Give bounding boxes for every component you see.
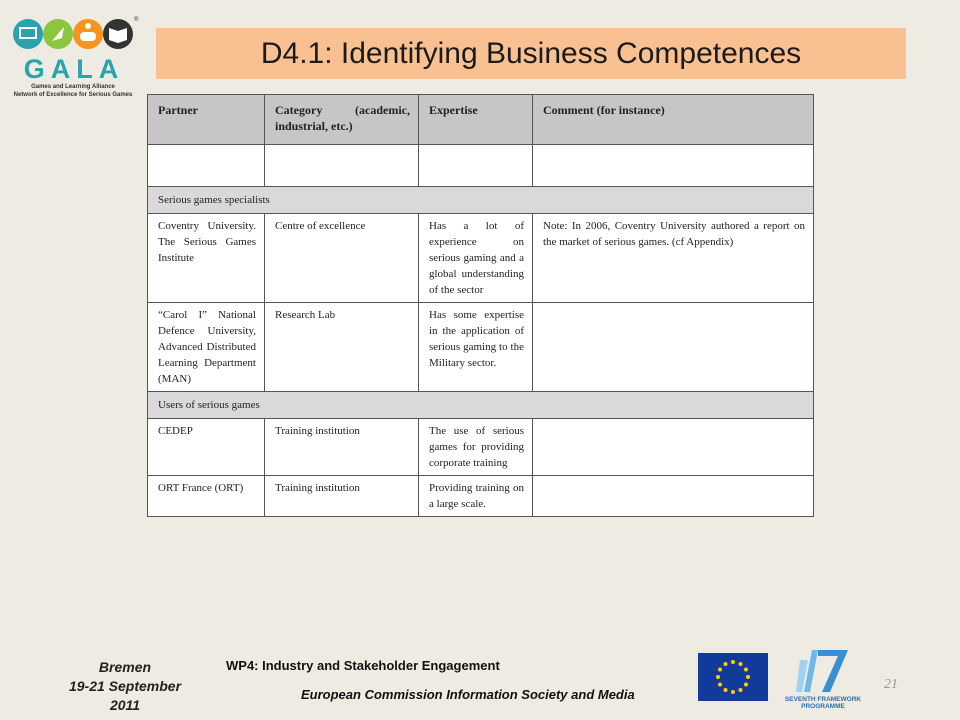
eu-star-icon	[731, 690, 735, 694]
column-header: Expertise	[419, 95, 533, 145]
gala-subtagline: Network of Excellence for Serious Games	[13, 92, 133, 98]
cell-expertise: Has a lot of experience on serious gaming and a global understanding of the sector	[419, 214, 533, 303]
section-label: Serious games specialists	[148, 187, 814, 214]
event-year: 2011	[109, 697, 141, 713]
column-header: Partner	[148, 95, 265, 145]
eu-star-icon	[724, 662, 728, 666]
cell-category: Training institution	[265, 419, 419, 476]
cell-category: Research Lab	[265, 303, 419, 392]
eu-flag-icon	[698, 653, 768, 701]
table-row	[148, 214, 814, 303]
eu-star-icon	[731, 660, 735, 664]
eu-star-icon	[744, 668, 748, 672]
page-number: 21	[884, 677, 898, 692]
work-package-label: WP4: Industry and Stakeholder Engagement	[226, 658, 500, 673]
cell-comment	[533, 419, 814, 476]
cell-partner: “Carol I” National Defence University, Advanced Distributed Learning Department (MAN)	[148, 303, 265, 392]
event-city: Bremen	[98, 659, 152, 675]
event-info	[52, 658, 198, 715]
eu-star-icon	[744, 683, 748, 687]
column-header: Comment (for instance)	[533, 95, 814, 145]
section-label: Users of serious games	[148, 392, 814, 419]
cell-comment: Note: In 2006, Coventry University authored a report on the market of serious games. (cf Appendix)	[533, 214, 814, 303]
section-row	[148, 392, 814, 419]
fp7-label-1: SEVENTH FRAMEWORK	[784, 696, 862, 703]
event-dates: 19-21 September	[68, 678, 182, 694]
fp7-label-2: PROGRAMME	[801, 703, 845, 710]
eu-star-icon	[718, 683, 722, 687]
eu-star-icon	[746, 675, 750, 679]
eu-star-icon	[739, 662, 743, 666]
cell-category: Centre of excellence	[265, 214, 419, 303]
cell-comment	[533, 476, 814, 517]
cell-partner: Coventry University. The Serious Games Institute	[148, 214, 265, 303]
slide-title-bar	[156, 28, 906, 79]
cell-expertise: The use of serious games for providing corporate training	[419, 419, 533, 476]
cell-expertise: Has some expertise in the application of serious gaming to the Military sector.	[419, 303, 533, 392]
empty-row	[148, 145, 814, 187]
cell-category: Training institution	[265, 476, 419, 517]
eu-star-icon	[718, 668, 722, 672]
slide-title: D4.1: Identifying Business Competences	[260, 36, 802, 70]
cell-partner: CEDEP	[148, 419, 265, 476]
gala-tagline: Games and Learning Alliance	[31, 84, 115, 90]
table-row	[148, 303, 814, 392]
table-row	[148, 476, 814, 517]
svg-text:®: ®	[134, 17, 139, 23]
gala-wordmark: GALA	[23, 54, 125, 84]
fp7-logo	[784, 646, 862, 710]
gala-logo-icons	[10, 14, 140, 54]
table-header-row	[148, 95, 814, 145]
section-row	[148, 187, 814, 214]
cell-comment	[533, 303, 814, 392]
eu-star-icon	[739, 688, 743, 692]
ec-label: European Commission Information Society and Media	[301, 687, 635, 702]
eu-star-icon	[724, 688, 728, 692]
cell-expertise: Providing training on a large scale.	[419, 476, 533, 517]
cell-partner: ORT France (ORT)	[148, 476, 265, 517]
competences-table	[147, 94, 814, 517]
table-row	[148, 419, 814, 476]
gala-logo	[6, 14, 140, 98]
eu-star-icon	[716, 675, 720, 679]
column-header: Category (academic, industrial, etc.)	[265, 95, 419, 145]
